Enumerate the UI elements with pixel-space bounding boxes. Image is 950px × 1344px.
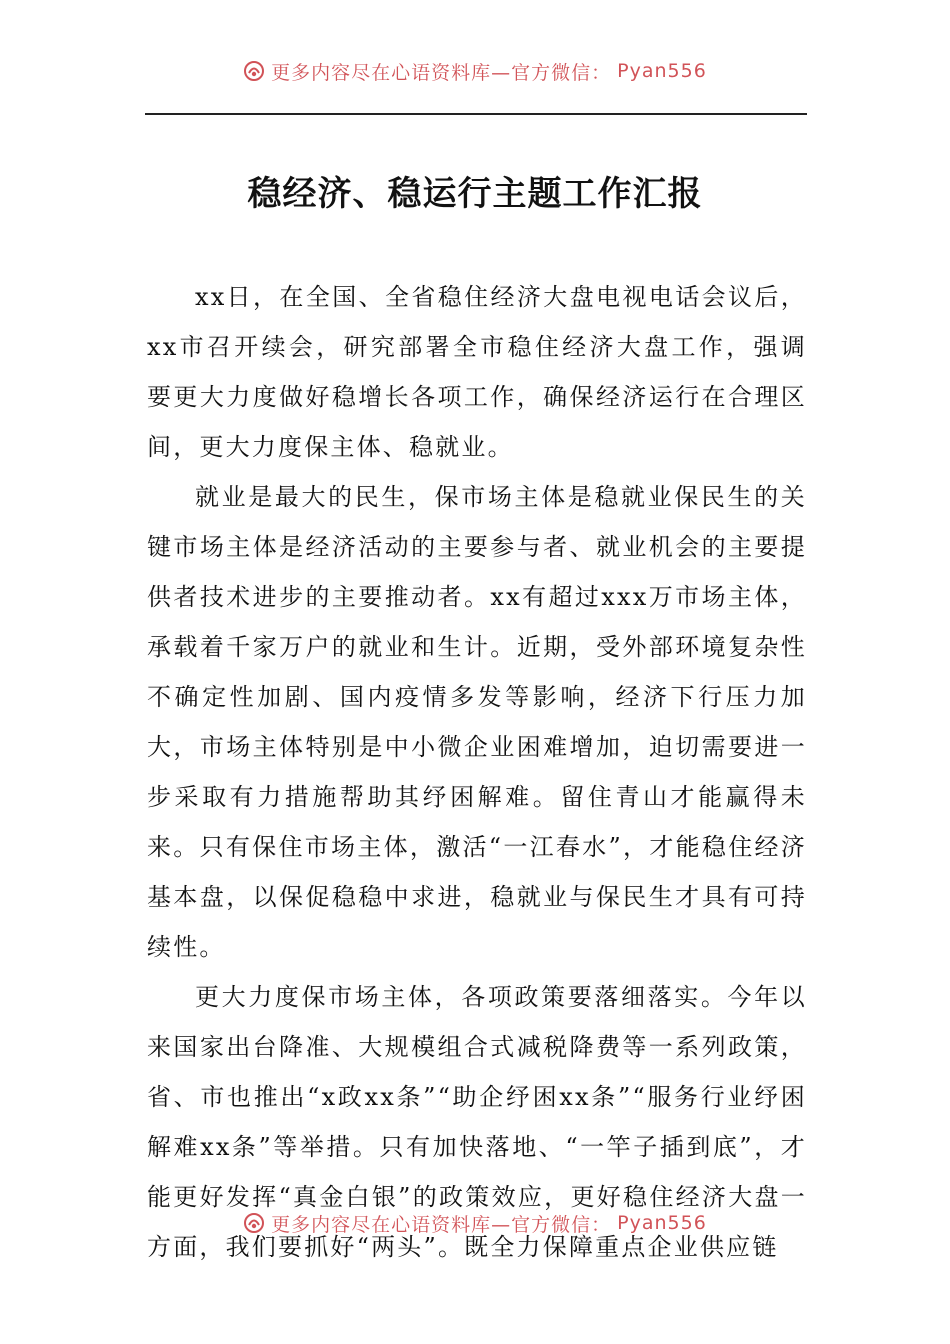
brand-logo-icon bbox=[243, 1212, 265, 1234]
paragraph: 就业是最大的民生，保市场主体是稳就业保民生的关键市场主体是经济活动的主要参与者、就业机会的主要提供者技术进步的主要推动者。xx有超过xxx万市场主体，承载着千家万户的就业和生计。近期，受外部环境复杂性不确定性加剧、国内疫情多发等影响，经济下行压力加大，市场主体特别是中小微企业困难增加，迫切需要进一步采取有力措施帮助其纾困解难。留住青山才能赢得未来。只有保住市场主体，激活“一江春水”，才能稳住经济基本盘，以保促稳稳中求进，稳就业与保民生才具有可持续性。 bbox=[147, 483, 807, 961]
header-divider bbox=[145, 113, 807, 115]
watermark-header bbox=[0, 56, 950, 86]
watermark-text: 更多内容尽在心语资料库—官方微信： bbox=[271, 61, 612, 84]
paragraph: xx日，在全国、全省稳住经济大盘电视电话会议后，xx市召开续会，研究部署全市稳住经济大盘工作，强调要更大力度做好稳增长各项工作，确保经济运行在合理区间，更大力度保主体、稳就业。 bbox=[147, 283, 807, 461]
watermark-text: 更多内容尽在心语资料库—官方微信： bbox=[271, 1213, 612, 1236]
document-title: 稳经济、稳运行主题工作汇报 bbox=[247, 174, 703, 214]
brand-logo-icon bbox=[243, 60, 265, 82]
watermark-handle: Pyan556 bbox=[617, 60, 707, 82]
paragraph: 更大力度保市场主体，各项政策要落细落实。今年以来国家出台降准、大规模组合式减税降费等一系列政策，省、市也推出“x政xx条”“助企纾困xx条”“服务行业纾困解难xx条”等举措。只有加快落地、“一竿子插到底”，才能更好发挥“真金白银”的政策效应，更好稳住经济大盘一方面，我们要抓好“两头”。既全力保障重点企业供应链 bbox=[147, 983, 807, 1261]
watermark-footer bbox=[0, 1208, 950, 1238]
watermark-handle: Pyan556 bbox=[617, 1212, 707, 1234]
